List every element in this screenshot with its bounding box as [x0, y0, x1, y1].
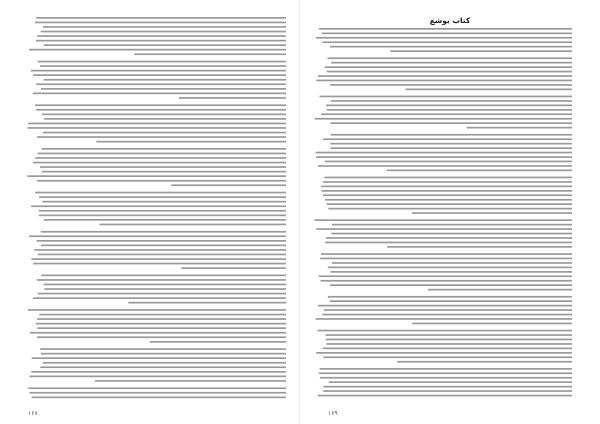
text-line [326, 237, 572, 239]
text-line [428, 289, 572, 291]
text-line [39, 196, 286, 198]
text-line [316, 80, 572, 82]
text-line [33, 297, 286, 299]
text-line [321, 186, 572, 188]
text-line [319, 372, 572, 374]
text-line [326, 105, 572, 107]
text-line [321, 113, 572, 115]
text-line [96, 141, 286, 143]
text-line [28, 387, 286, 389]
text-line [331, 233, 572, 235]
text-line [28, 123, 286, 125]
text-line [30, 392, 287, 394]
text-line [30, 332, 286, 334]
text-line [40, 65, 286, 67]
text-line [331, 122, 573, 124]
text-line [412, 323, 572, 325]
text-line [42, 171, 286, 173]
text-line [35, 157, 286, 159]
text-line [316, 352, 572, 354]
text-line [99, 224, 286, 226]
text-line [320, 377, 572, 379]
text-line [41, 31, 286, 33]
text-line [42, 201, 286, 203]
text-line [324, 309, 572, 311]
text-line [95, 380, 286, 382]
text-line [330, 84, 572, 86]
text-line [44, 288, 286, 290]
text-line [40, 166, 286, 168]
text-line [28, 309, 286, 311]
text-line [27, 175, 286, 177]
text-line [38, 293, 286, 295]
text-line [323, 356, 572, 358]
text-line [467, 127, 572, 129]
text-line [31, 70, 286, 72]
text-line [44, 284, 287, 286]
text-line [330, 271, 572, 273]
text-line [36, 40, 286, 42]
text-line [42, 148, 286, 150]
text-line [332, 224, 572, 226]
text-line [36, 17, 286, 19]
text-line [321, 280, 573, 282]
text-line [332, 262, 572, 264]
page-number-left: ۱۶۸ [28, 410, 38, 417]
text-line [318, 305, 572, 307]
text-line [325, 199, 572, 201]
text-line [322, 41, 572, 43]
text-line [35, 104, 286, 106]
text-line [320, 368, 572, 370]
text-line [29, 49, 286, 51]
text-line [32, 397, 286, 399]
text-line [316, 228, 572, 230]
book-title: کتاب یوشع [429, 16, 471, 25]
text-line [35, 192, 286, 194]
text-line [42, 114, 286, 116]
text-line [327, 343, 573, 345]
text-line [326, 334, 572, 336]
text-line [316, 152, 572, 154]
text-line [37, 136, 286, 138]
text-line [43, 26, 286, 28]
text-line [325, 242, 572, 244]
text-line [315, 118, 573, 120]
text-line [328, 267, 572, 269]
text-line [31, 205, 286, 207]
text-line [325, 66, 572, 68]
text-line [323, 390, 572, 392]
text-line [325, 161, 572, 163]
right-page [300, 0, 600, 424]
text-line [328, 57, 573, 59]
text-line [34, 249, 286, 251]
text-line [318, 75, 572, 77]
text-line [39, 314, 286, 316]
text-line [37, 327, 286, 329]
text-line [397, 361, 572, 363]
text-line [179, 97, 286, 99]
text-line [37, 318, 286, 320]
text-line [316, 156, 572, 158]
text-line [328, 296, 572, 298]
text-line [37, 336, 286, 338]
text-line [327, 203, 572, 205]
text-line [320, 96, 573, 98]
text-line [31, 258, 286, 260]
text-line [41, 88, 286, 90]
text-line [387, 170, 572, 172]
text-line [318, 330, 573, 332]
text-line [328, 208, 572, 210]
text-line [330, 46, 572, 48]
text-line [323, 181, 572, 183]
text-line [327, 71, 572, 73]
text-line [322, 33, 572, 35]
text-line [44, 118, 286, 120]
text-line [33, 93, 286, 95]
text-line [28, 127, 287, 129]
text-line [44, 79, 286, 81]
text-line [32, 357, 286, 359]
text-line [44, 44, 286, 46]
text-line [319, 275, 572, 277]
text-line [387, 246, 572, 248]
text-line [327, 109, 572, 111]
text-line [33, 263, 286, 265]
text-line [134, 53, 286, 55]
text-line [30, 376, 286, 378]
text-line [329, 381, 572, 383]
text-line [318, 395, 572, 397]
text-line [128, 302, 286, 304]
text-line [405, 89, 572, 91]
text-line [39, 215, 286, 217]
text-line [36, 323, 286, 325]
text-line [330, 143, 572, 145]
text-line [40, 366, 286, 368]
text-line [326, 339, 572, 341]
text-line [41, 275, 286, 277]
text-line [325, 177, 573, 179]
text-line [37, 240, 286, 242]
text-line [323, 386, 572, 388]
text-line [37, 180, 286, 182]
text-line [43, 362, 286, 364]
text-line [319, 28, 572, 30]
text-line [331, 134, 573, 136]
text-line [29, 235, 286, 237]
text-line [316, 318, 573, 320]
text-line [35, 22, 286, 24]
text-line [33, 74, 286, 76]
text-line [330, 147, 572, 149]
text-line [41, 245, 286, 247]
text-line [323, 138, 572, 140]
text-line [331, 100, 572, 102]
text-line [38, 153, 287, 155]
text-line [36, 109, 286, 111]
text-line [41, 353, 286, 355]
text-line [171, 184, 286, 186]
text-line [38, 61, 286, 63]
text-line [43, 132, 286, 134]
text-line [40, 348, 286, 350]
text-line [330, 284, 572, 286]
text-line [320, 258, 572, 260]
text-line [316, 37, 572, 39]
text-line [331, 62, 572, 64]
text-line [321, 253, 572, 255]
right-page-text-lines [300, 0, 600, 424]
text-line [315, 219, 573, 221]
text-line [37, 35, 286, 37]
text-line [322, 190, 572, 192]
text-line [412, 212, 572, 214]
text-line [38, 254, 286, 256]
text-line [330, 300, 572, 302]
text-line [37, 279, 286, 281]
text-line [36, 83, 286, 85]
text-line [181, 267, 286, 269]
text-line [41, 231, 286, 233]
page-number-right: ۱۶۹ [328, 410, 338, 417]
text-line [39, 210, 286, 212]
text-line [318, 165, 572, 167]
text-line [150, 341, 286, 343]
text-line [322, 314, 572, 316]
text-line [323, 348, 572, 350]
text-line [33, 162, 286, 164]
text-line [323, 194, 572, 196]
text-line [31, 371, 286, 373]
text-line [390, 50, 572, 52]
text-line [44, 219, 286, 221]
